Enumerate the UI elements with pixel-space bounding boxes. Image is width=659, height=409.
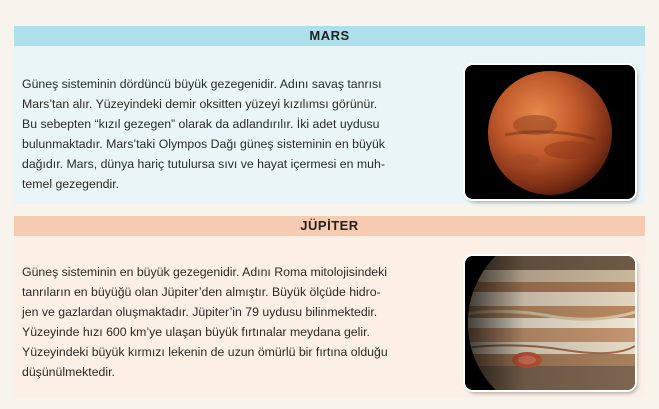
jupiter-line: Güneş sisteminin en büyük gezegenidir. Adını Roma mitolojisindeki xyxy=(22,265,388,279)
mars-line: dağıdır. Mars, dünya hariç tutulursa sıvı ve hayat içermesi en muh- xyxy=(22,157,385,171)
mars-planet-image xyxy=(465,65,635,199)
mars-section xyxy=(14,26,645,204)
jupiter-line: Yüzeyindeki büyük kırmızı lekenin de uzun ömürlü bir fırtına olduğu xyxy=(22,345,388,359)
jupiter-line: tanrıların en büyüğü olan Jüpiter’den almıştır. Büyük ölçüde hidro- xyxy=(22,285,381,299)
jupiter-line: düşünülmektedir. xyxy=(22,365,115,379)
mars-line: Bu sebepten “kızıl gezegen” olarak da adlandırılır. İki adet uydusu xyxy=(22,117,380,131)
jupiter-planet-image xyxy=(465,256,635,390)
jupiter-header: JÜPİTER xyxy=(14,216,645,236)
jupiter-description xyxy=(22,262,462,382)
mars-header: MARS xyxy=(14,26,645,46)
jupiter-line: jen ve gazlardan oluşmaktadır. Jüpiter’in 79 uydusu bilinmektedir. xyxy=(22,305,378,319)
mars-line: temel gezegendir. xyxy=(22,177,120,191)
mars-line: Güneş sisteminin dördüncü büyük gezegenidir. Adını savaş tanrısı xyxy=(22,77,382,91)
jupiter-section xyxy=(14,216,645,398)
mars-line: bulunmaktadır. Mars’taki Olympos Dağı güneş sisteminin en büyük xyxy=(22,137,385,151)
mars-description xyxy=(22,74,462,194)
mars-line: Mars’tan alır. Yüzeyindeki demir oksitten yüzeyi kızılımsı görünür. xyxy=(22,97,378,111)
jupiter-line: Yüzeyinde hızı 600 km’ye ulaşan büyük fırtınalar meydana gelir. xyxy=(22,325,370,339)
